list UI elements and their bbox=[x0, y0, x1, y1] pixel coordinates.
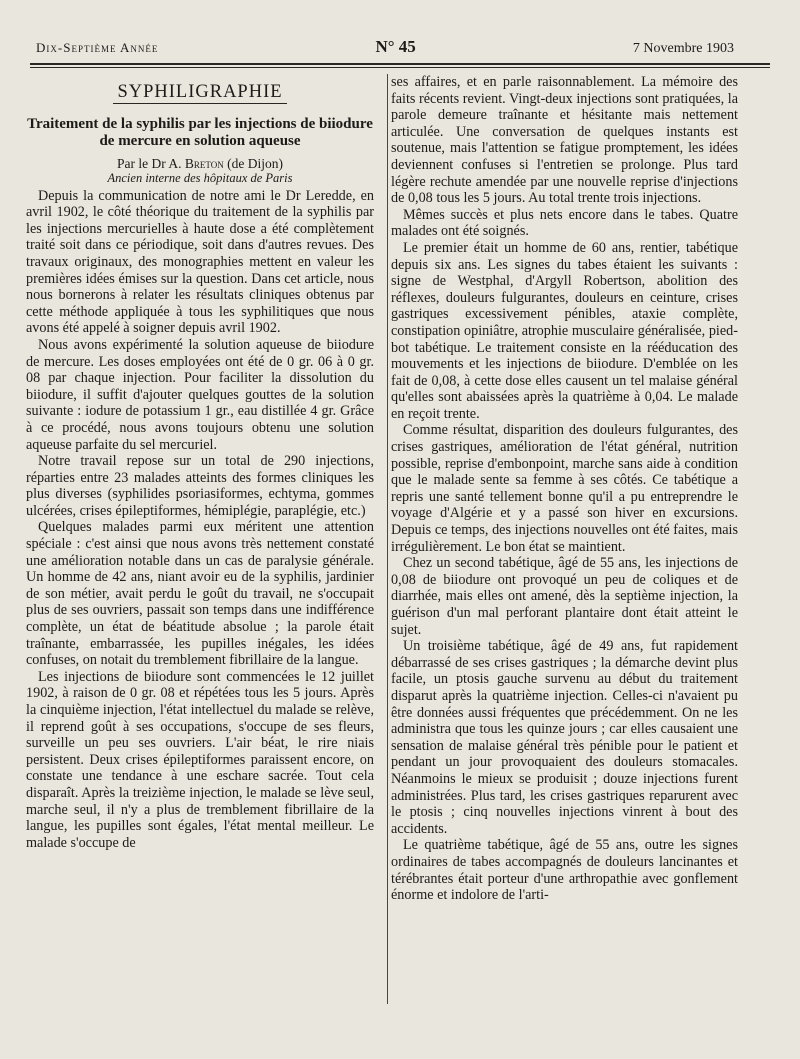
byline-prefix: Par le Dr A. bbox=[117, 155, 182, 171]
running-head bbox=[36, 38, 734, 58]
byline-author: Breton bbox=[184, 155, 224, 171]
paragraph: Les injections de biiodure sont commencées le 12 juillet 1902, à raison de 0 gr. 08 et répétées tous les 5 jours. Après la cinquième injection, l'état intellectuel du malade se relève, il reprend goût à ses occupations, s'occupe de ses fleurs, surveille un peu ses ouvriers. L'air béat, le rire niais persistent. Deux crises épileptiformes paraissent encore, on constate une tendance à une eschare sacrée. Tout cela disparaît. Après la treizième injection, le malade se lève seul, marche seul, il n'y a plus de tremblement fibrillaire de la langue, les pupilles sont égales, l'état mental meilleur. Le malade s'occupe de bbox=[26, 668, 374, 851]
header-date: 7 Novembre 1903 bbox=[632, 41, 734, 56]
header-issue-number: N° 45 bbox=[375, 37, 416, 56]
section-title: SYPHILIGRAPHIE bbox=[113, 84, 286, 104]
paragraph-continued: ses affaires, et en parle raisonnablement. La mémoire des faits récents revient. Vingt-deux injections sont pratiquées, la parole demeure traînante et hésitante mais nettement articulée. Une conversation de quelques instants est soutenue, mais l'attention se fatigue promptement, les idées deviennent confuses si l'entretien se prolonge. Plus tard légère rechute amendée par une nouvelle reprise d'injections de 0,08 tous les 5 jours. Au total trente trois injections. bbox=[391, 74, 738, 207]
article-byline bbox=[26, 156, 374, 171]
header-rule-thin bbox=[30, 67, 770, 68]
paragraph: Comme résultat, disparition des douleurs fulgurantes, des crises gastriques, amélioration de l'état général, nutrition possible, reprise d'embonpoint, marche sans aide à condition que le malade sente sa femme à ses côtés. Ce tabétique a repris une santé tellement bonne qu'il a pu entreprendre le voyage d'Algérie et y a passé son hiver en excursions. Depuis ce temps, des injections nouvelles ont été faites, mais irrégulièrement. Le bon état se maintient. bbox=[391, 422, 738, 555]
paragraph: Nous avons expérimenté la solution aqueuse de biiodure de mercure. Les doses employées ont été de 0 gr. 06 à 0 gr. 08 par chaque injection. Pour faciliter la dissolution du biiodure, il suffit d'ajouter quelques gouttes de la solution suivante : iodure de potassium 1 gr., eau distillée 4 gr. Grâce à ce procédé, nous avons toujours obtenu une solution aqueuse parfaite du sel mercuriel. bbox=[26, 336, 374, 453]
paragraph: Depuis la communication de notre ami le Dr Leredde, en avril 1902, le côté théorique du traitement de la syphilis par les injections mercurielles à haute dose a été complètement traité soit dans ce périodique, soit dans d'autres revues. Des travaux originaux, des monographies mettent en valeur les premières idées émises sur la question. Dans cet article, nous nous bornerons à relater les résultats cliniques obtenus par cette méthode appliquée à tous les syphilitiques que nous avons été appelé à soigner depuis avril 1902. bbox=[26, 187, 374, 337]
paragraph: Un troisième tabétique, âgé de 49 ans, fut rapidement débarrassé de ses crises gastriques ; la démarche devint plus facile, un ptosis gauche survenu au début du traitement disparut après la quatrième injection. Celles-ci n'avaient pu être données aussi fréquentes que précédemment. On ne les administra que tous les quinze jours ; car elles causaient une sensation de malaise général très pénible pour le patient et pendant un jour provoquaient des douleurs stomacales. Néanmoins le mieux se produisit ; douze injections furent administrées. Plus tard, les crises gastriques reparurent avec le ptosis ; cinq nouvelles injections vinrent à bout des accidents. bbox=[391, 638, 738, 837]
paragraph: Quelques malades parmi eux méritent une attention spéciale : c'est ainsi que nous avons très nettement constaté une amélioration notable dans un cas de paralysie générale. Un homme de 42 ans, niant avoir eu de la syphilis, jardinier de son métier, avait perdu le goût du travail, ne s'occupait plus de ses ouvriers, passait son temps dans une indifférence complète, un état de béatitude absolue ; la parole était traînante, embarrassée, les pupilles inégales, les idées confuses, on notait du tremblement fibrillaire de la langue. bbox=[26, 519, 374, 669]
byline-suffix: (de Dijon) bbox=[227, 155, 283, 171]
paragraph: Le premier était un homme de 60 ans, rentier, tabétique depuis six ans. Les signes du tabes étaient les suivants : signe de Westphal, d'Argyll Robertson, abolition des réflexes, douleurs fulgurantes, douleurs en ceinture, crises gastriques excessivement pénibles, ataxie complète, constipation opiniâtre, atrophie musculaire généralisée, pied-bot tabétique. Le traitement consiste en la rééducation des mouvements et les injections de biiodure. D'emblée on les fait de 0,08, à cette dose elles causent un tel malaise général qu'elles sont abaissées après la quatrième à 0,04. Le malade en reçoit trente. bbox=[391, 239, 738, 422]
left-column bbox=[26, 74, 374, 851]
article-title: Traitement de la syphilis par les injections de biiodure de mercure en solution aqueuse bbox=[27, 115, 373, 149]
right-column bbox=[391, 74, 738, 904]
header-year: Dix-Septième Année bbox=[36, 40, 159, 55]
paragraph: Notre travail repose sur un total de 290 injections, réparties entre 23 malades atteints des formes cliniques les plus diverses (syphilides psoriasiformes, echtyma, gommes ulcérées, crises épileptiformes, hémiplégie, paraplégie, etc.) bbox=[26, 453, 374, 519]
section-heading bbox=[26, 84, 374, 104]
paragraph: Chez un second tabétique, âgé de 55 ans, les injections de 0,08 de biiodure ont provoqué un peu de coliques et de diarrhée, mais elles ont amené, dès la septième injection, la guérison d'un mal perforant plantaire dont était atteint le sujet. bbox=[391, 555, 738, 638]
paragraph: Mêmes succès et plus nets encore dans le tabes. Quatre malades ont été soignés. bbox=[391, 206, 738, 240]
paragraph: Le quatrième tabétique, âgé de 55 ans, outre les signes ordinaires de tabes accompagnés de douleurs lancinantes et térébrantes était porteur d'une arthropathie avec gonflement énorme et indolore de l'arti- bbox=[391, 837, 738, 904]
author-affiliation: Ancien interne des hôpitaux de Paris bbox=[107, 170, 293, 185]
header-rule-thick bbox=[30, 63, 770, 65]
column-divider bbox=[387, 74, 388, 1004]
